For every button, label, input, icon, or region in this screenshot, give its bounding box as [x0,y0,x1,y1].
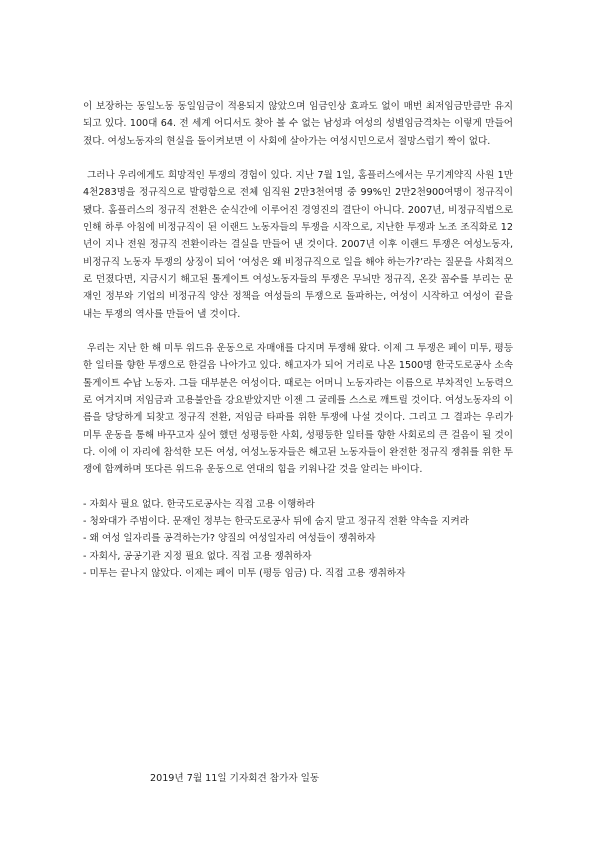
demand-item: - 자회사, 공공기관 지정 필요 없다. 직접 고용 쟁취하자 [83,550,312,562]
demand-item: - 왜 여성 일자리를 공격하는가? 양질의 여성일자리 여성들이 쟁취하자 [83,533,376,545]
demand-item: - 미투는 끝나지 않았다. 이제는 페이 미투 (평등 임금) 다. 직접 고용 쟁취하자 [83,568,406,580]
paragraph-homeplus-struggle: 그러나 우리에게도 희망적인 투쟁의 경험이 있다. 지난 7월 1일, 홈플러스에서는 무기계약직 사원 1만4천283명을 정규직으로 발령함으로 전체 임직원 2만3천여명 중 99%인 2만2천900여명이 정규직이 됐다. 홈플러스의 정규직 전환은 순식간에 이루어진 경영진의 결단이 아니다. 2007년, 비정규직법으로 인해 하루 아침에 비정규직이 된 이랜드 노동자들의 투쟁을 시작으로, 지난한 투쟁과 노조 조직화로 12년이 지나 전원 정규직 전환이라는 결실을 만들어 낸 것이다. 2007년 이후 이랜드 투쟁은 여성노동자, 비정규직 노동자 투쟁의 상징이 되어 ‘여성은 왜 비정규직으로 일을 해야 하는가?’라는 질문을 사회적으로 던졌다면, 지금시기 해고된 톨게이트 여성노동자들의 투쟁은 무늬만 정규직, 온갖 꼼수를 부리는 문재인 정부와 기업의 비정규직 양산 정책을 여성들의 투쟁으로 돌파하는, 여성이 시작하고 여성이 끝을 내는 투쟁의 역사를 만들어 낼 것이다. [83,170,513,320]
demands-list [83,496,513,582]
paragraph-gap [83,479,513,496]
demand-item: - 청와대가 주범이다. 문재인 정부는 한국도로공사 뒤에 숨지 말고 정규직 전환 약속을 지켜라 [83,516,470,528]
document-body [83,98,513,582]
paragraph-wage-gap: 이 보장하는 동일노동 동일임금이 적용되지 않았으며 임금인상 효과도 없이 매번 최저임금만큼만 유지되고 있다. 100대 64. 전 세계 어디서도 찾아 볼 수 없는 남성과 여성의 성별임금격차는 이렇게 만들어졌다. 여성노동자의 현실을 돌이켜보면 이 사회에 살아가는 여성시민으로서 절망스럽기 짝이 없다. [83,101,513,147]
paragraph-metoo-tollgate: 우리는 지난 한 해 미투 위드유 운동으로 자매애를 다지며 투쟁해 왔다. 이제 그 투쟁은 페이 미투, 평등한 일터를 향한 투쟁으로 한걸음 나아가고 있다. 해고자가 되어 거리로 나온 1500명 한국도로공사 소속 톨게이트 수납 노동자. 그들 대부분은 여성이다. 때로는 어머니 노동자라는 이름으로 부차적인 노동력으로 여겨지며 저임금과 고용불안을 강요받았지만 이젠 그 굴레를 스스로 깨트릴 것이다. 여성노동자의 이름을 당당하게 되찾고 정규직 전환, 저임금 타파를 위한 투쟁에 나설 것이다. 그리고 그 결과는 우리가 미투 운동을 통해 바꾸고자 싶어 했던 성평등한 사회, 성평등한 일터를 향한 사회로의 큰 걸음이 될 것이다. 이에 이 자리에 참석한 모든 여성, 여성노동자들은 해고된 노동자들이 완전한 정규직 쟁취를 위한 투쟁에 함께하며 또다른 위드유 운동으로 연대의 힘을 키워나갈 것을 알리는 바이다. [83,343,513,476]
paragraph-gap [83,323,513,340]
signature-line: 2019년 7월 11일 기자회견 참가자 일동 [150,773,320,784]
paragraph-gap [83,150,513,167]
demand-item: - 자회사 필요 없다. 한국도로공사는 직접 고용 이행하라 [83,498,315,510]
